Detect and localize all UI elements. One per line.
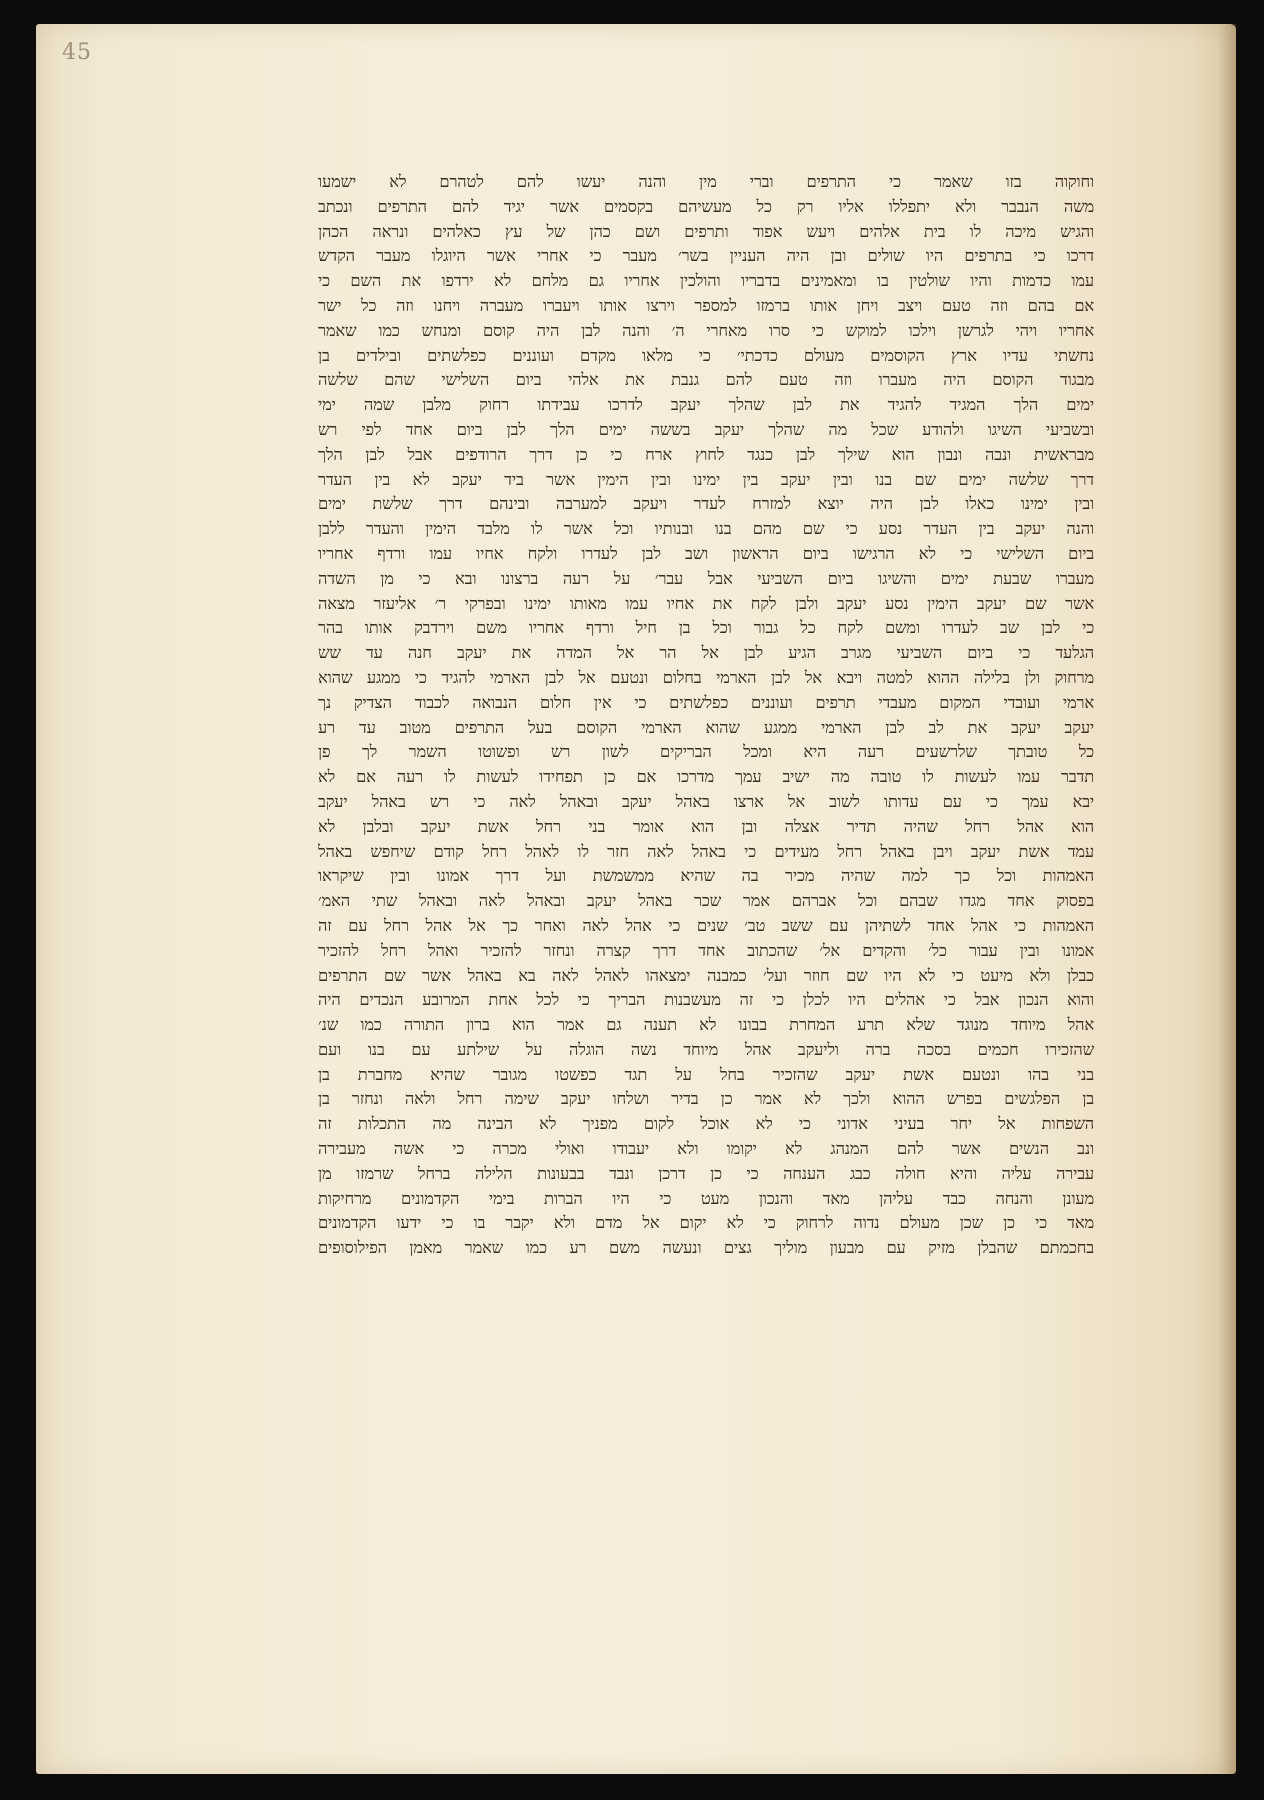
text-line: הגלעד כי ביום השביעי מגרב הגיע לבן אל הר אל המדה את יעקב חנה עד שש bbox=[318, 643, 1094, 663]
hebrew-text-block bbox=[318, 170, 1094, 1261]
text-line: בחכמתם שהבלן מזיק עם מבעון מוליך גצים ונעשה משם רע כמו שאמר מאמן הפילוסופים bbox=[318, 1238, 1094, 1258]
text-line: בני בהו ונטעם אשת יעקב שהזכיר בחל על תגד כפשטו מגובר שהיא מחברת בן bbox=[318, 1064, 1094, 1084]
text-line: מעברו שבעת ימים והשיגו ביום השביעי אבל עבר׳ על רעה ברצונו ובא כי מן השדה bbox=[318, 568, 1094, 588]
text-line: שהזכירו חכמים בסכה ברה וליעקב אהל מיוחד נשה הוגלה על שילתע עם בנו ועם bbox=[318, 1039, 1094, 1059]
text-line: אשר שם יעקב הימין נסע יעקב ולבן לקח את אחיו עמו מאותו ימינו ובפרקי ר׳ אליעזר מצאה bbox=[318, 593, 1094, 613]
text-line: הוא אהל רחל שהיה תדיר אצלה ובן הוא אומר בני רחל אשת יעקב ובלבן לא bbox=[318, 816, 1094, 836]
text-line: נחשתי עדיו ארץ הקוסמים מעולם כדכתי׳ כי מלאו מקדם ועוננים כפלשתים ובילדים בן bbox=[318, 345, 1094, 365]
text-line: מעונן והנחה כבד עליהן מאד והנכון מעט כי היו הברות בימי הקדמונים מרחיקות bbox=[318, 1188, 1094, 1208]
text-line: כבלן ולא מיעט כי לא היו שם חוזר ועל׳ כמבנה ימצאהו לאהל לאה בא באהל אשר שם התרפים bbox=[318, 965, 1094, 985]
text-line: אם בהם וזה טעם ויצב ויחן אותו ברמזו למספר וירצו אותו ויעברו מעברה ויחנו וזה כל ישר bbox=[318, 295, 1094, 315]
text-line: אחריו ויהי לגרשן וילכו למוקש כי סרו מאחרי ה׳ והנה לבן היה קוסם ומנחש כמו שאמר bbox=[318, 320, 1094, 340]
text-line: מאד כי כן שכן מעולם נדוה לרחוק כי לא יקום אל מדם ולא יקבר בו כי ידעו הקדמונים bbox=[318, 1213, 1094, 1233]
text-line: דרכו כי בתרפים היו שולים ובן היה העניין בשר׳ מעבר כי אחרי אשר היוגלו מעבר הקדש bbox=[318, 246, 1094, 266]
text-line: בן הפלגשים בפרש ההוא ולכך לא אמר כן בדיר ושלחו יעקב שימה רחל ולאה ונחזר בן bbox=[318, 1089, 1094, 1109]
text-line: ביום השלישי כי לא הרגישו ביום הראשון ושב לבן לעדרו ולקח אחיו עמו ורדף אחריו bbox=[318, 543, 1094, 563]
text-line: אהל מיוחד מנוגד שלא תרע המחרת בבונו לא תענה גם אמר הוא ברון התורה כמו שנ׳ bbox=[318, 1015, 1094, 1035]
text-line: והנה יעקב בין העדר נסע כי שם מהם בנו ובנותיו וכל אשר לו מלבד הימין והעדר ללבן bbox=[318, 519, 1094, 539]
text-line: ובין ימינו כאלו לבן היה יוצא למזרח לעדר ויעקב למערבה ובינהם דרך שלשת ימים bbox=[318, 494, 1094, 514]
text-line: ימים הלך המגיד להגיד את לבן שהלך יעקב לדרכו עבידתו רחוק מלבן שמה ימי bbox=[318, 395, 1094, 415]
text-line: כי לבן שב לעדרו ומשם לקח כל גבור וכל בן חיל ורדף אחריו משם וירדבק אותו בהר bbox=[318, 618, 1094, 638]
text-line: עבירה עליה והיא חולה כבג הענחה כי כן דרכן ונבד בבעונות הלילה ברחל שרמזו מן bbox=[318, 1163, 1094, 1183]
text-line: משה הנבבר ולא יתפללו אליו רק כל מעשיהם בקסמים אשר יגיד להם התרפים ונכתב bbox=[318, 196, 1094, 216]
text-line: השפחות אל יחר בעיני אדוני כי לא אוכל לקום מפניך לא הבינה מה התכלות זה bbox=[318, 1114, 1094, 1134]
text-line: מבגוד הקוסם היה מעברו וזה טעם להם גנבת את אלהי ביום השלישי שהם שלשה bbox=[318, 370, 1094, 390]
text-line: עמד אשת יעקב ויבן באהל רחל מעידים כי באהל לאה חזר לו לאהל רחל קודם שיחפש באהל bbox=[318, 841, 1094, 861]
text-line: ובשביעי השיגו ולהודע שכל מה שהלך יעקב בששה ימים הלך לבן ביום אחד לפי רש bbox=[318, 419, 1094, 439]
text-line: האמהות כי אהל אחד לשתיהן עם ששב טב׳ שנים כי אהל לאה ואחר כך אל אהל רחל עם זה bbox=[318, 915, 1094, 935]
text-line: דרך שלשה ימים שם בנו ובין יעקב בין ימינו ובין הימין אשר ביד יעקב לא בין העדר bbox=[318, 469, 1094, 489]
text-line: יעקב יעקב את לב לבן הארמי ממגע שהוא הארמי הקוסם בעל התרפים מטוב עד רע bbox=[318, 717, 1094, 737]
text-line: וחוקוה בזו שאמר כי התרפים וברי מין והנה יעשו להם לטהרם לא ישמעו bbox=[318, 172, 1094, 191]
page-edge-shadow bbox=[1218, 24, 1236, 1774]
text-line: והוא הנכון אבל כי אהלים היו לכלן כי זה מעשבנות הבריך כי לכל אחת המרובע הנכדים היה bbox=[318, 990, 1094, 1010]
text-line: כל טובתך שלרשעים רעה היא ומכל הבריקים לשון רש ופשוטו השמר לך פן bbox=[318, 742, 1094, 762]
text-line: תדבר עמו לעשות לו טובה מה ישיב עמך מדרכו אם כן תפחידו לעשות לו רעה אם לא bbox=[318, 767, 1094, 787]
text-line: האמהות וכל כך למה שהיה מכיר בה שהיא ממשמשת ועל דרך אמונו ובין שיקראו bbox=[318, 866, 1094, 886]
text-line: בפסוק אחד מגדו שבהם וכל אברהם אמר שכר באהל יעקב ובאהל לאה ובאהל שתי האמ׳ bbox=[318, 891, 1094, 911]
text-line: אמונו ובין עבור כל׳ והקדים אל׳ שהכתוב אחד דרך קצרה ונחזר להזכיר ואהל רחל להזכיר bbox=[318, 940, 1094, 960]
text-line: עמו כדמות והיו שולטין בו ומאמינים בדבריו והולכין אחריו גם מלחם לא ירדפו את השם כי bbox=[318, 271, 1094, 291]
text-line: ארמי ועובדי המקום מעבדי תרפים ועוננים כפלשתים כי אין חלום הנבואה לכבוד הצדיק נך bbox=[318, 692, 1094, 712]
text-line: מרחוק ולן בלילה ההוא למטה ויבא אל לבן הארמי בחלום ונטעם אל לבן הארמי להגיד כי ממגע שהוא bbox=[318, 667, 1094, 687]
folio-number: 45 bbox=[62, 40, 92, 65]
text-line: ונב הנשים אשר להם המנהג לא יקומו ולא יעבודו ואולי מכרה כי אשה מעבירה bbox=[318, 1139, 1094, 1159]
text-line: יבא עמך כי עם עדותו לשוב אל ארצו באהל יעקב ובאהל לאה כי רש באהל יעקב bbox=[318, 791, 1094, 811]
text-line: מבראשית ונבה ונבון הוא שילך לבן כנגד לחוץ ארח כי כן דרך הרודפים אבל לבן הלך bbox=[318, 444, 1094, 464]
text-line: והגיש מיכה לו בית אלהים ויעש אפוד ותרפים ושם כהן של עץ כאלהים ונראה הכהן bbox=[318, 221, 1094, 241]
